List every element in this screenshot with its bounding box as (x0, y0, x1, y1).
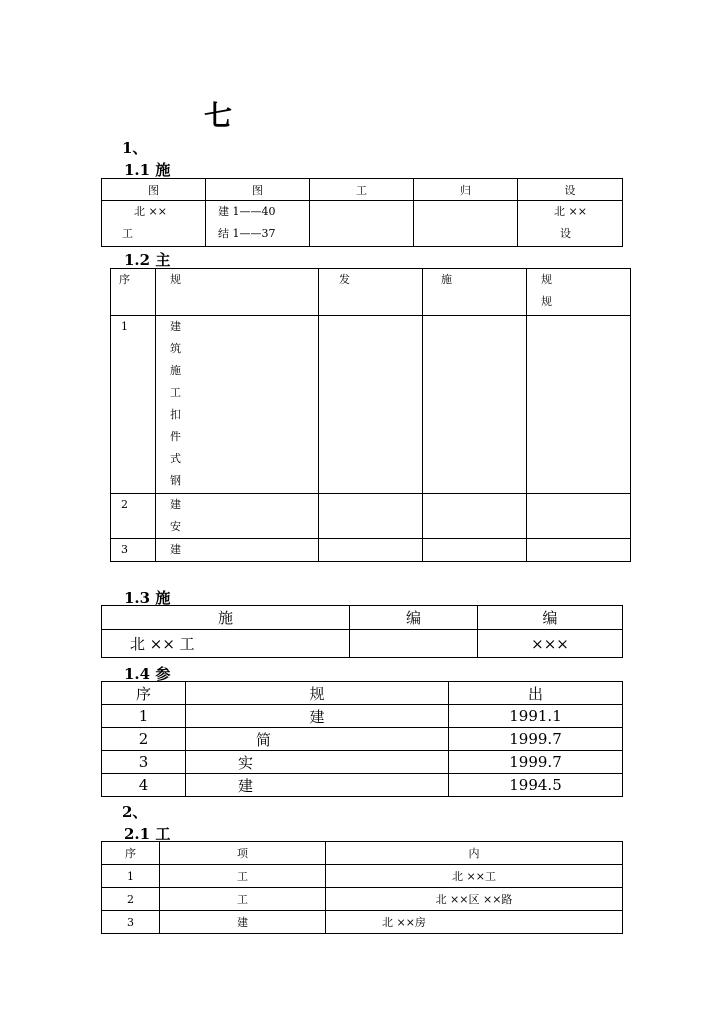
table-cell (423, 494, 527, 539)
table-cell (319, 316, 423, 494)
standards-table (110, 268, 631, 562)
cell-text: 钢 (170, 474, 181, 487)
header-cell: 序 (102, 842, 160, 865)
header-cell: 出 (449, 682, 623, 705)
cell-text: 施 (170, 364, 181, 377)
cell-text: 工 (170, 386, 181, 399)
table-row (111, 316, 631, 494)
table-cell: 工 (160, 888, 326, 911)
table-cell: 2 (102, 728, 186, 751)
table-row (111, 494, 631, 539)
table-cell (156, 539, 319, 562)
table-cell: 2 (102, 888, 160, 911)
table-cell: 1999.7 (449, 751, 623, 774)
chapter-title: 七 (204, 99, 233, 132)
table-cell: 工 (160, 865, 326, 888)
table-cell: 3 (102, 911, 160, 934)
cell-text: 工 (122, 227, 133, 240)
header-cell: 规 (186, 682, 449, 705)
cell-text: 建 (170, 320, 181, 333)
cell-text: 建 (170, 498, 181, 511)
header-cell: 图 (206, 179, 310, 201)
table-row (111, 539, 631, 562)
header-cell: 工 (310, 179, 414, 201)
table-row (102, 751, 623, 774)
header-cell (111, 269, 156, 316)
section-1-1-heading: 1.1 施 (124, 161, 171, 179)
table-header-row (111, 269, 631, 316)
table-row (102, 728, 623, 751)
section-1-3-heading: 1.3 施 (124, 589, 171, 607)
table-cell: 实 (186, 751, 449, 774)
table-cell (156, 494, 319, 539)
header-cell: 施 (102, 606, 350, 630)
header-text: 发 (339, 273, 350, 286)
table-cell: 北 ××区 ××路 (326, 888, 623, 911)
table-cell (350, 630, 478, 658)
table-cell: 建 (186, 774, 449, 797)
header-text: 规 (170, 273, 181, 286)
table-row (102, 911, 623, 934)
table-cell (414, 201, 518, 247)
table-cell (206, 201, 310, 247)
table-cell: 北 ××房 (326, 911, 623, 934)
references-table (101, 681, 623, 797)
table-cell (156, 316, 319, 494)
table-row (102, 705, 623, 728)
table-row (102, 201, 623, 247)
header-text: 序 (119, 273, 130, 286)
table-cell (102, 201, 206, 247)
section-2-1-heading: 2.1 工 (124, 825, 171, 843)
table-cell: 3 (102, 751, 186, 774)
cell-text: 北 ×× (134, 205, 167, 218)
header-cell (527, 269, 631, 316)
header-cell: 归 (414, 179, 518, 201)
row-number: 1 (121, 320, 128, 333)
table-cell (518, 201, 623, 247)
cell-text: 筑 (170, 342, 181, 355)
row-number: 2 (121, 498, 128, 511)
header-cell: 项 (160, 842, 326, 865)
section-1-4-heading: 1.4 参 (124, 665, 171, 683)
table-cell (310, 201, 414, 247)
header-cell: 图 (102, 179, 206, 201)
header-text: 施 (441, 273, 452, 286)
section-1-2-heading: 1.2 主 (124, 251, 171, 269)
header-cell: 序 (102, 682, 186, 705)
table-header-row (102, 606, 623, 630)
cell-text: 式 (170, 452, 181, 465)
table-cell: 1 (102, 865, 160, 888)
cell-text: 建 1——40 (218, 205, 276, 218)
cell-text: 设 (560, 227, 571, 240)
project-overview-table (101, 841, 623, 934)
table-header-row (102, 179, 623, 201)
table-row (102, 774, 623, 797)
table-row (102, 630, 623, 658)
table-cell: ××× (478, 630, 623, 658)
table-cell (111, 539, 156, 562)
header-cell (423, 269, 527, 316)
cell-text: 结 1——37 (218, 227, 276, 240)
table-cell: 4 (102, 774, 186, 797)
table-cell: 北 ××工 (326, 865, 623, 888)
table-cell: 建 (160, 911, 326, 934)
cell-text: 件 (170, 430, 181, 443)
table-row (102, 888, 623, 911)
table-header-row (102, 842, 623, 865)
header-cell (319, 269, 423, 316)
drawings-table (101, 178, 623, 247)
table-cell (527, 539, 631, 562)
cell-text: 安 (170, 520, 181, 533)
table-cell (423, 539, 527, 562)
header-cell: 内 (326, 842, 623, 865)
table-cell: 1991.1 (449, 705, 623, 728)
construction-plan-table (101, 605, 623, 658)
table-cell: 建 (186, 705, 449, 728)
header-text: 规 (541, 295, 552, 308)
table-row (102, 865, 623, 888)
table-cell: 简 (186, 728, 449, 751)
header-cell: 设 (518, 179, 623, 201)
table-cell (111, 494, 156, 539)
section-2-heading: 2、 (122, 803, 148, 821)
cell-text: 北 ×× (554, 205, 587, 218)
table-cell (527, 316, 631, 494)
table-cell (111, 316, 156, 494)
cell-text: 扣 (170, 408, 181, 421)
cell-text: 建 (170, 543, 181, 556)
section-1-heading: 1、 (122, 139, 148, 157)
table-cell (423, 316, 527, 494)
header-text: 规 (541, 273, 552, 286)
table-cell: 1994.5 (449, 774, 623, 797)
header-cell (156, 269, 319, 316)
table-cell: 北 ×× 工 (102, 630, 350, 658)
table-cell (319, 539, 423, 562)
table-cell (319, 494, 423, 539)
table-header-row (102, 682, 623, 705)
header-cell: 编 (350, 606, 478, 630)
table-cell (527, 494, 631, 539)
table-cell: 1999.7 (449, 728, 623, 751)
table-cell: 1 (102, 705, 186, 728)
row-number: 3 (121, 543, 128, 556)
header-cell: 编 (478, 606, 623, 630)
